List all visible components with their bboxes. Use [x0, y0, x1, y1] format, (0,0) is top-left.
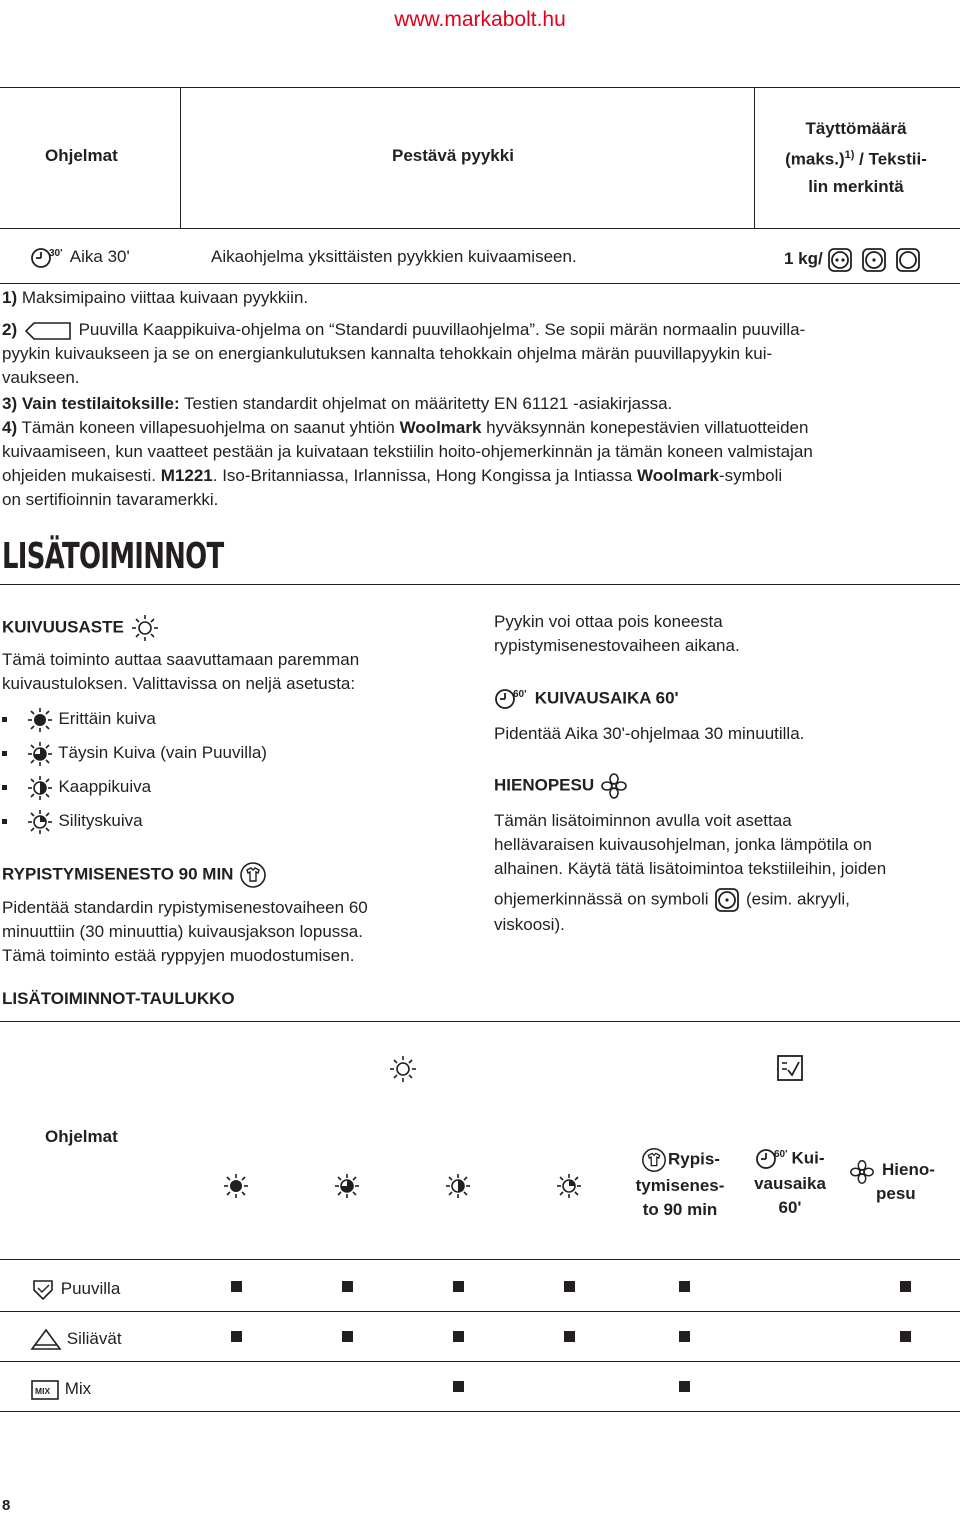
low-heat-symbol-icon: [713, 887, 741, 913]
table1-header-border: [0, 228, 960, 229]
table2-row-border: [0, 1311, 960, 1312]
anti-crease-note: Pyykin voi ottaa pois koneesta rypistymisenestovaiheen aikana.: [494, 612, 740, 655]
table-mark: [900, 1331, 911, 1342]
table-mark: [679, 1331, 690, 1342]
table2-header-border: [0, 1259, 960, 1260]
table-mark: [564, 1331, 575, 1342]
dryness-level-item: Silityskuiva: [2, 804, 267, 838]
anti-crease-icon: [238, 860, 268, 890]
table-mark: [342, 1281, 353, 1292]
table-mark: [231, 1331, 242, 1342]
table2-row-label: Siliävät: [30, 1324, 122, 1354]
delicate-flower-icon: [599, 772, 629, 800]
footnote-4: 4) Tämän koneen villapesuohjelma on saanut yhtiön Woolmark hyväksynnän konepestävien villatuotteiden kuivaamiseen, kun vaatteet pestään ja kuivataan tekstiilin hoito-ohjemerkinnän ja tämän koneen valmistajan ohjeiden mukaisesti. M1221. Iso-Britanniassa, Irlannissa, Hong Kongissa ja Intiassa Woolmark-symboli on sertifioinnin tavaramerkki.: [2, 418, 813, 509]
delicate-flower-icon: [848, 1158, 876, 1186]
table1-header-load: Täyttömäärä (maks.)$^{1)}$ / Tekstii- lin merkintä: [785, 119, 927, 196]
dryness-level-item: Erittäin kuiva: [2, 702, 267, 736]
table-mark: [679, 1381, 690, 1392]
svg-text:60': 60': [774, 1149, 788, 1160]
table2-row-label: Puuvilla: [30, 1274, 120, 1304]
table2-title: LISÄTOIMINNOT-TAULUKKO: [2, 989, 235, 1008]
iron-dry-icon: [555, 1172, 583, 1200]
table1-bottom-border: [0, 283, 960, 284]
delicate-title: HIENOPESU: [494, 772, 629, 800]
table1-row-desc: Aikaohjelma yksittäisten pyykkien kuivaamiseen.: [211, 247, 577, 266]
delicate-description: Tämän lisätoiminnon avulla voit asettaa hellävaraisen kuivausohjelman, jonka lämpötila on alhainen. Käytä tätä lisätoimintoa tekstiileihin, joiden ohjemerkinnässä on symboli (esim. akryyli, viskoosi).: [494, 811, 887, 934]
cupboard-dry-level-icon: [444, 1172, 472, 1200]
anti-crease-description: Pidentää standardin rypistymisenestovaiheen 60 minuuttiin (30 minuuttia) kuivausjakson lopussa. Tämä toiminto estää ryppyjen muodostumisen.: [2, 898, 368, 965]
site-url[interactable]: www.markabolt.hu: [394, 8, 566, 31]
drying-time-description: Pidentää Aika 30'-ohjelmaa 30 minuutilla.: [494, 724, 805, 743]
anti-crease-icon: [640, 1146, 668, 1174]
timer-30-icon: [30, 245, 66, 271]
footnote-2: 2) Puuvilla Kaappikuiva-ohjelma on “Standardi puuvillaohjelma”. Se sopii märän normaalin puuvilla- pyykin kuivaukseen ja se on energiankulutuksen kannalta tehokkain ohjelma märän puuvillapyykin kui- vaukseen.: [2, 320, 806, 387]
table-mark: [564, 1281, 575, 1292]
table1-row-load: 1 kg/: [784, 245, 923, 273]
table2-bottom-border: [0, 1411, 960, 1412]
cupboard-dry-icon: [24, 320, 74, 342]
timer-60-icon: [494, 686, 530, 712]
cotton-dry-icon: [26, 741, 54, 767]
table-mark: [453, 1381, 464, 1392]
footnote-3: 3) Vain testilaitoksille: Testien standardit ohjelmat on määritetty EN 61121 -asiakirjassa.: [2, 394, 673, 413]
mix-icon: [30, 1378, 60, 1402]
dryness-level-item: Kaappikuiva: [2, 770, 267, 804]
dryness-description: Tämä toiminto auttaa saavuttamaan paremman kuivaustuloksen. Valittavissa on neljä asetusta:: [2, 650, 360, 693]
table1-top-border: [0, 87, 960, 88]
anti-crease-title: RYPISTYMISENESTO 90 MIN: [2, 860, 268, 890]
dryness-level-list: [2, 702, 267, 838]
table-mark: [231, 1281, 242, 1292]
iron-dry-icon: [26, 809, 54, 835]
cotton-icon: [30, 1277, 56, 1303]
table2-header-delicate: Hieno- pesu: [848, 1158, 935, 1206]
table-mark: [342, 1331, 353, 1342]
table2-top-border: [0, 1021, 960, 1022]
dryness-level-item: Täysin Kuiva (vain Puuvilla): [2, 736, 267, 770]
svg-text:30': 30': [49, 247, 63, 259]
table1-row-program: 30' Aika 30': [30, 243, 130, 271]
table1-header-laundry: Pestävä pyykki: [392, 146, 514, 165]
table-mark: [679, 1281, 690, 1292]
synthetics-icon: [30, 1327, 62, 1353]
svg-text:60': 60': [513, 689, 527, 700]
table2-header-programs: Ohjelmat: [45, 1127, 118, 1146]
extra-dry-icon: [222, 1172, 250, 1200]
dryness-title: KUIVUUSASTE: [2, 613, 161, 643]
section-title: LISÄTOIMINNOT: [2, 536, 224, 577]
table-mark: [900, 1281, 911, 1292]
table2-header-anti-crease: Rypis- tymisenes- to 90 min: [624, 1146, 736, 1222]
table1-header-programs: Ohjelmat: [45, 146, 118, 165]
timer-60-icon: [755, 1146, 791, 1172]
textile-care-symbols-icon: [827, 247, 923, 273]
footnote-1: 1) Maksimipaino viittaa kuivaan pyykkiin.: [2, 288, 309, 307]
extra-dry-icon: [26, 707, 54, 733]
page-number: 8: [2, 1497, 11, 1514]
section-rule: [0, 584, 960, 585]
table-mark: [453, 1331, 464, 1342]
dryness-sun-icon: [129, 613, 161, 643]
table-mark: [453, 1281, 464, 1292]
drying-time-title: 60' KUIVAUSAIKA 60': [494, 686, 679, 712]
table1-divider-2: [754, 87, 755, 228]
table2-row-label: MIX Mix: [30, 1374, 91, 1404]
dryness-sun-icon: [388, 1054, 418, 1084]
svg-text:MIX: MIX: [35, 1385, 51, 1396]
table1-divider-1: [180, 87, 181, 228]
cupboard-dry-level-icon: [26, 775, 54, 801]
options-checklist-icon: [775, 1053, 805, 1083]
table2-row-border: [0, 1361, 960, 1362]
table2-header-drying-time: 60' Kui- vausaika 60': [740, 1146, 840, 1220]
cotton-dry-icon: [333, 1172, 361, 1200]
